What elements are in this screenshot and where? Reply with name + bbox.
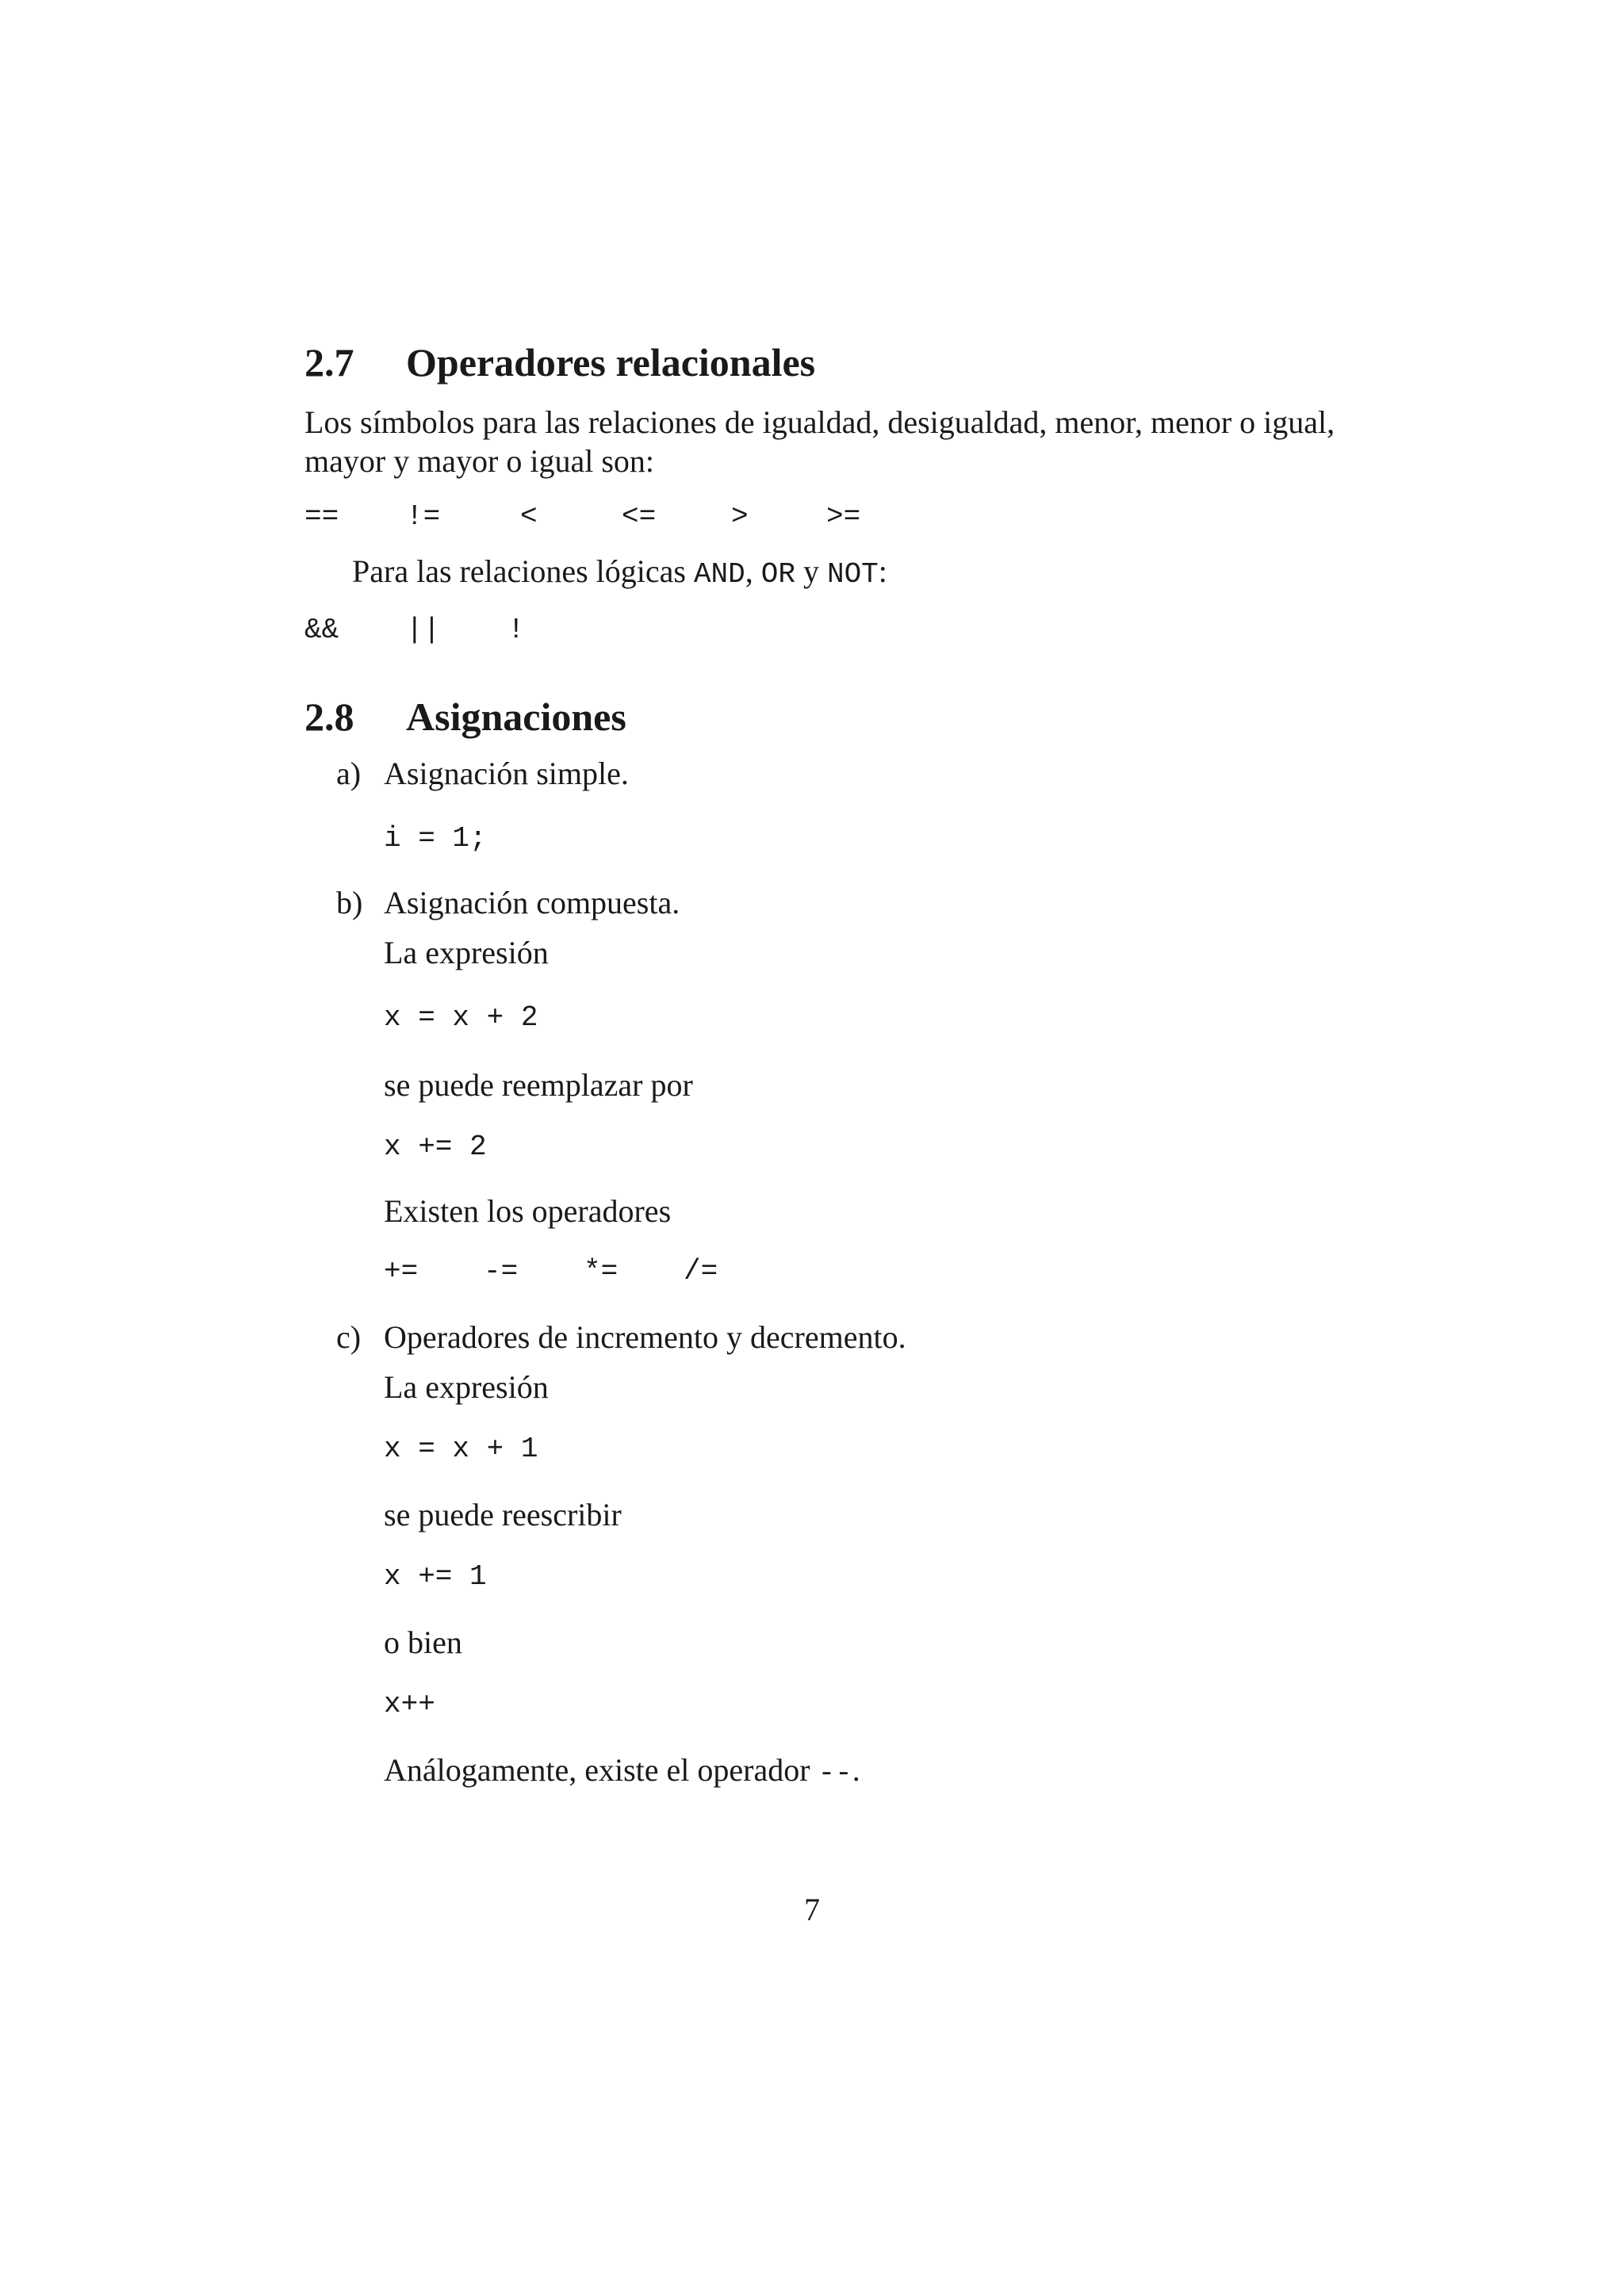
section-number: 2.7 — [304, 340, 354, 385]
section-heading-2-7 — [304, 340, 1383, 385]
list-label: b) — [336, 885, 363, 920]
operator: /= — [684, 1255, 718, 1288]
final-text: Análogamente, existe el operador — [384, 1752, 818, 1788]
item-text: Asignación compuesta. — [384, 885, 680, 920]
operator: < — [520, 500, 538, 533]
logic-operators — [304, 613, 1383, 648]
operator: == — [304, 500, 339, 533]
relational-operators — [304, 499, 1383, 534]
operator: || — [406, 614, 441, 646]
code-line: x += 2 — [384, 1131, 487, 1163]
list-item-c — [304, 1318, 1383, 1793]
assignment-operators — [384, 1254, 1383, 1289]
operator: != — [406, 500, 441, 533]
item-text: se puede reescribir — [384, 1497, 622, 1533]
operator: <= — [622, 500, 657, 533]
operator: += — [384, 1255, 419, 1288]
section-heading-2-8 — [304, 697, 1383, 737]
item-text: Operadores de incremento y decremento. — [384, 1319, 906, 1355]
code-line: x = x + 1 — [384, 1433, 538, 1465]
item-text-final — [384, 1751, 1383, 1793]
logic-text: Para las relaciones lógicas — [352, 553, 694, 589]
decrement-operator: -- — [818, 1757, 852, 1789]
item-text: o bien — [384, 1624, 462, 1660]
operator: >= — [826, 500, 861, 533]
list-item-a — [304, 754, 1383, 856]
operator: -= — [484, 1255, 519, 1288]
logic-text: : — [878, 553, 887, 589]
item-text: Existen los operadores — [384, 1193, 672, 1229]
logic-text: , — [745, 553, 761, 589]
code-line: i = 1; — [384, 822, 487, 855]
operator: ! — [508, 614, 525, 646]
final-text: . — [852, 1752, 860, 1788]
list-label: a) — [336, 756, 362, 791]
section-title: Operadores relacionales — [406, 340, 816, 385]
page-content — [304, 333, 1383, 1793]
list-item-b — [304, 883, 1383, 1289]
code-line: x = x + 2 — [384, 1001, 538, 1034]
list-label: c) — [336, 1319, 362, 1355]
item-text: se puede reemplazar por — [384, 1067, 693, 1103]
section-title: Asignaciones — [406, 695, 626, 739]
page-number: 7 — [804, 1892, 820, 1927]
code-line: x += 1 — [384, 1560, 487, 1593]
code-line: x++ — [384, 1688, 435, 1720]
intro-paragraph: Los símbolos para las relaciones de igualdad, desigualdad, menor, menor o igual, mayor y mayor o igual son: — [304, 404, 1335, 479]
operator: *= — [584, 1255, 619, 1288]
section-number: 2.8 — [304, 695, 354, 739]
item-text: La expresión — [384, 935, 549, 970]
operator: > — [731, 500, 749, 533]
logic-paragraph — [304, 552, 1383, 594]
item-text: La expresión — [384, 1369, 549, 1405]
item-text: Asignación simple. — [384, 756, 629, 791]
logic-text: y — [795, 553, 827, 589]
keyword-not: NOT — [826, 558, 879, 591]
operator: && — [304, 614, 339, 646]
keyword-and: AND — [693, 558, 745, 591]
keyword-or: OR — [760, 558, 795, 591]
